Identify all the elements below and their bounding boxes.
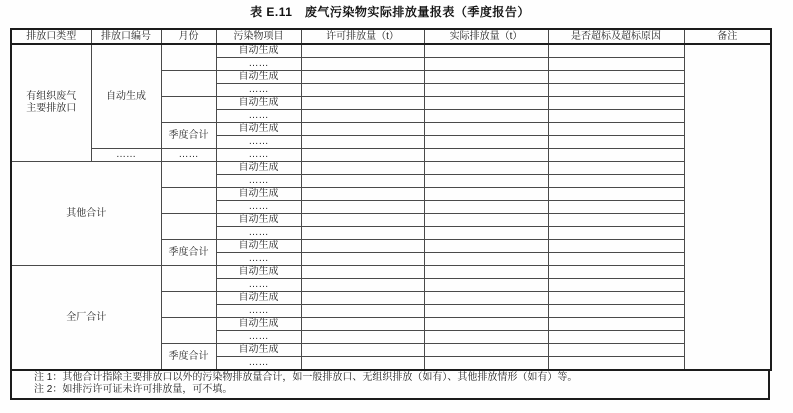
permitted-amount-cell (301, 318, 424, 331)
exceed-reason-cell (548, 253, 684, 266)
actual-amount-cell (424, 136, 548, 149)
actual-amount-cell (424, 357, 548, 371)
exceed-reason-cell (548, 84, 684, 97)
permitted-amount-cell (301, 188, 424, 201)
permitted-amount-cell (301, 136, 424, 149)
pollutant-cell: …… (216, 84, 301, 97)
pollutant-cell: …… (216, 110, 301, 123)
exceed-reason-cell (548, 344, 684, 357)
exceed-reason-cell (548, 240, 684, 253)
exceed-reason-cell (548, 214, 684, 227)
table-row (11, 44, 771, 58)
outlet-type-cell: 全厂合计 (11, 266, 161, 371)
actual-amount-cell (424, 227, 548, 240)
actual-amount-cell (424, 110, 548, 123)
pollutant-cell: 自动生成 (216, 240, 301, 253)
pollutant-cell: 自动生成 (216, 162, 301, 175)
pollutant-cell: 自动生成 (216, 71, 301, 84)
permitted-amount-cell (301, 97, 424, 110)
actual-amount-cell (424, 97, 548, 110)
permitted-amount-cell (301, 253, 424, 266)
col-header-exceed-reason: 是否超标及超标原因 (548, 29, 684, 44)
exceed-reason-cell (548, 162, 684, 175)
exceed-reason-cell (548, 58, 684, 71)
permitted-amount-cell (301, 331, 424, 344)
permitted-amount-cell (301, 344, 424, 357)
month-cell: …… (161, 149, 216, 162)
exceed-reason-cell (548, 175, 684, 188)
pollutant-cell: …… (216, 201, 301, 214)
actual-amount-cell (424, 253, 548, 266)
permitted-amount-cell (301, 357, 424, 371)
outlet-code-more-cell: …… (91, 149, 161, 162)
exceed-reason-cell (548, 227, 684, 240)
pollutant-cell: …… (216, 58, 301, 71)
month-cell (161, 214, 216, 240)
table-row (11, 162, 771, 175)
actual-amount-cell (424, 279, 548, 292)
col-header-permitted-amount: 许可排放量（t） (301, 29, 424, 44)
col-header-pollutant: 污染物项目 (216, 29, 301, 44)
exceed-reason-cell (548, 201, 684, 214)
actual-amount-cell (424, 71, 548, 84)
exceed-reason-cell (548, 292, 684, 305)
emission-report-table (10, 28, 772, 371)
permitted-amount-cell (301, 71, 424, 84)
pollutant-cell: 自动生成 (216, 318, 301, 331)
permitted-amount-cell (301, 175, 424, 188)
pollutant-cell: …… (216, 331, 301, 344)
outlet-type-cell: 其他合计 (11, 162, 161, 266)
permitted-amount-cell (301, 214, 424, 227)
pollutant-cell: …… (216, 136, 301, 149)
actual-amount-cell (424, 331, 548, 344)
actual-amount-cell (424, 188, 548, 201)
exceed-reason-cell (548, 266, 684, 279)
quarter-total-cell: 季度合计 (161, 344, 216, 371)
pollutant-cell: 自动生成 (216, 97, 301, 110)
permitted-amount-cell (301, 279, 424, 292)
pollutant-cell: …… (216, 253, 301, 266)
permitted-amount-cell (301, 227, 424, 240)
exceed-reason-cell (548, 71, 684, 84)
month-cell (161, 44, 216, 71)
exceed-reason-cell (548, 97, 684, 110)
exceed-reason-cell (548, 318, 684, 331)
notes-box (10, 371, 770, 400)
month-cell (161, 71, 216, 97)
pollutant-cell: 自动生成 (216, 214, 301, 227)
pollutant-cell: 自动生成 (216, 123, 301, 136)
table-row (11, 149, 771, 162)
permitted-amount-cell (301, 44, 424, 58)
permitted-amount-cell (301, 123, 424, 136)
pollutant-cell: 自动生成 (216, 188, 301, 201)
report-table-wrap (10, 28, 770, 400)
exceed-reason-cell (548, 279, 684, 292)
pollutant-cell: 自动生成 (216, 44, 301, 58)
actual-amount-cell (424, 175, 548, 188)
month-cell (161, 97, 216, 123)
permitted-amount-cell (301, 110, 424, 123)
exceed-reason-cell (548, 44, 684, 58)
pollutant-cell: …… (216, 175, 301, 188)
actual-amount-cell (424, 123, 548, 136)
month-cell (161, 188, 216, 214)
note-2: 注 2：如排污许可证未许可排放量，可不填。 (34, 384, 233, 395)
permitted-amount-cell (301, 84, 424, 97)
note-1: 注 1：其他合计指除主要排放口以外的污染物排放量合计，如一般排放口、无组织排放（如有）、其他排放情形（如有）等。 (34, 372, 578, 383)
actual-amount-cell (424, 292, 548, 305)
actual-amount-cell (424, 305, 548, 318)
exceed-reason-cell (548, 188, 684, 201)
pollutant-cell: 自动生成 (216, 344, 301, 357)
pollutant-cell: …… (216, 149, 301, 162)
month-cell (161, 162, 216, 188)
permitted-amount-cell (301, 149, 424, 162)
permitted-amount-cell (301, 305, 424, 318)
month-cell (161, 292, 216, 318)
quarter-total-cell: 季度合计 (161, 240, 216, 266)
actual-amount-cell (424, 58, 548, 71)
pollutant-cell: …… (216, 357, 301, 371)
actual-amount-cell (424, 318, 548, 331)
exceed-reason-cell (548, 357, 684, 371)
permitted-amount-cell (301, 58, 424, 71)
col-header-month: 月份 (161, 29, 216, 44)
actual-amount-cell (424, 266, 548, 279)
outlet-code-cell: 自动生成 (91, 44, 161, 149)
quarter-total-cell: 季度合计 (161, 123, 216, 149)
actual-amount-cell (424, 149, 548, 162)
exceed-reason-cell (548, 110, 684, 123)
actual-amount-cell (424, 240, 548, 253)
permitted-amount-cell (301, 266, 424, 279)
actual-amount-cell (424, 344, 548, 357)
pollutant-cell: 自动生成 (216, 266, 301, 279)
actual-amount-cell (424, 44, 548, 58)
col-header-outlet-code: 排放口编号 (91, 29, 161, 44)
col-header-remark: 备注 (684, 29, 771, 44)
permitted-amount-cell (301, 162, 424, 175)
pollutant-cell: …… (216, 279, 301, 292)
actual-amount-cell (424, 214, 548, 227)
actual-amount-cell (424, 201, 548, 214)
month-cell (161, 318, 216, 344)
exceed-reason-cell (548, 305, 684, 318)
header-row (11, 29, 771, 44)
permitted-amount-cell (301, 240, 424, 253)
pollutant-cell: …… (216, 227, 301, 240)
outlet-type-cell: 有组织废气 主要排放口 (11, 44, 91, 162)
document-title: 表 E.11 废气污染物实际排放量报表（季度报告） (250, 5, 530, 19)
permitted-amount-cell (301, 292, 424, 305)
pollutant-cell: 自动生成 (216, 292, 301, 305)
table-row (11, 266, 771, 279)
col-header-outlet-type: 排放口类型 (11, 29, 91, 44)
actual-amount-cell (424, 162, 548, 175)
permitted-amount-cell (301, 201, 424, 214)
month-cell (161, 266, 216, 292)
remark-cell (684, 44, 771, 370)
pollutant-cell: …… (216, 305, 301, 318)
exceed-reason-cell (548, 136, 684, 149)
exceed-reason-cell (548, 331, 684, 344)
exceed-reason-cell (548, 123, 684, 136)
col-header-actual-amount: 实际排放量（t） (424, 29, 548, 44)
exceed-reason-cell (548, 149, 684, 162)
actual-amount-cell (424, 84, 548, 97)
